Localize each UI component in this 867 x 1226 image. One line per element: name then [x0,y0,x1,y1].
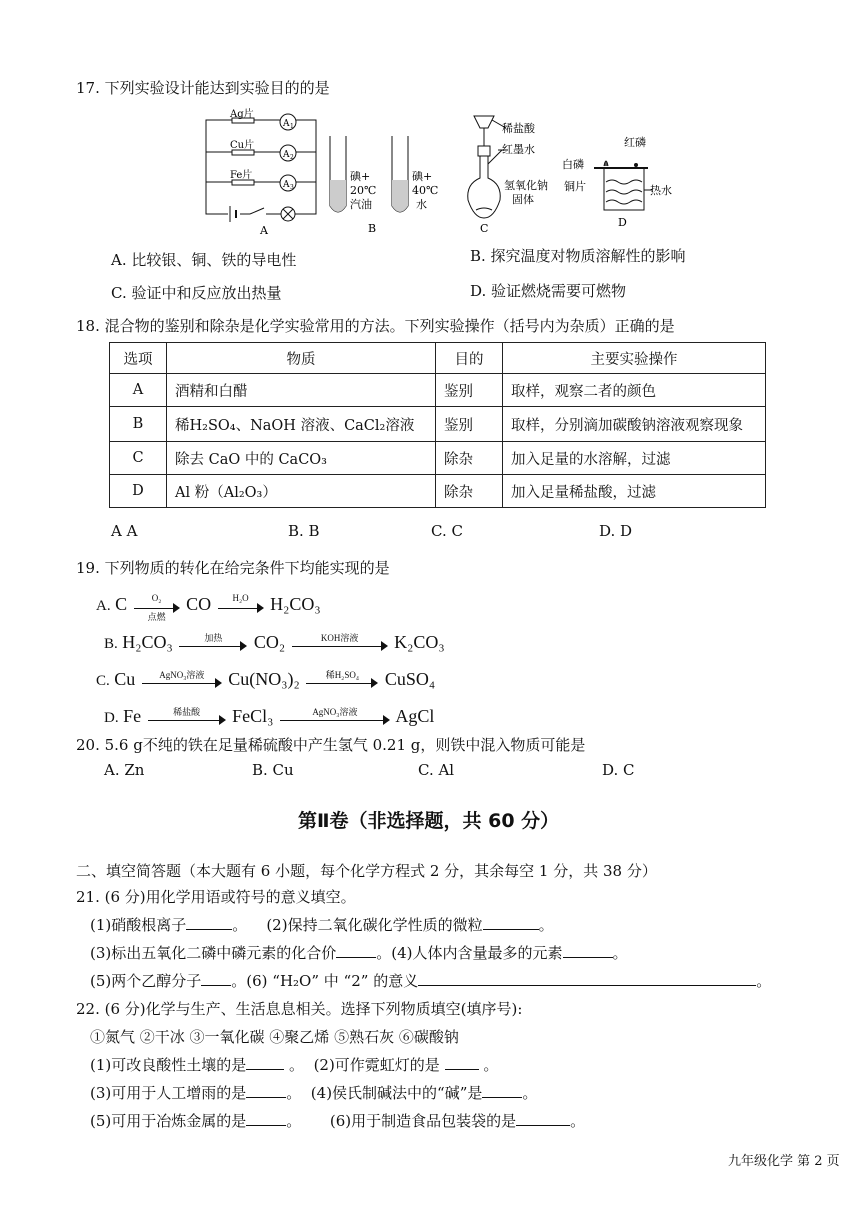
svg-text:3: 3 [290,184,294,191]
ammeter-2: A [283,150,290,160]
arrow-icon: 加热 [179,635,247,653]
fig-a-caption: A [260,224,268,236]
q17-option-d[interactable]: D. 验证燃烧需要可燃物 [470,282,627,300]
ammeter-1: A [283,119,290,129]
q18-option-d[interactable]: D. D [599,522,633,540]
q18-option-a[interactable]: A A [111,522,138,540]
fig-d-red-p-label: 红磷 [624,136,646,149]
fig-b-right-l3: 水 [416,198,427,211]
fig-b-caption: B [368,222,377,235]
q19-option-a[interactable]: A. C O₂ 点燃 CO H₂O H₂CO₃ [96,592,321,622]
ammeter-3: A [283,180,290,190]
figure-b-test-tubes [322,132,452,236]
arrow-icon: H₂O [218,597,264,615]
table-row: D Al 粉（Al₂O₃） 除杂 加入足量稀盐酸，过滤 [110,475,766,508]
arrow-icon: KOH溶液 [292,635,388,653]
svg-text:1: 1 [290,123,294,130]
fig-b-left-l1: 碘+ [350,170,371,183]
fig-d-caption: D [618,216,627,229]
fig-b-right-l2: 40℃ [412,184,439,197]
q22-line-2: (3)可用于人工增雨的是 。 (4)侯氏制碱法中的“碱”是 。 [90,1084,538,1102]
q21-line-3: (5)两个乙醇分子 。(6) “H₂O” 中 “2” 的意义 。 [90,972,772,990]
q19-option-b[interactable]: B. H₂CO₃ 加热 CO₂ KOH溶液 K₂CO₃ [104,632,445,652]
arrow-icon: 稀盐酸 [148,709,226,727]
q17-option-a[interactable]: A. 比较银、铜、铁的导电性 [111,251,297,269]
figure-a-circuit [200,106,330,236]
q22-substance-list: ①氮气 ②干冰 ③一氧化碳 ④聚乙烯 ⑤熟石灰 ⑥碳酸钠 [90,1028,459,1046]
q18-option-c[interactable]: C. C [431,522,463,540]
fig-b-left-l3: 汽油 [350,198,372,211]
table-row: B 稀H₂SO₄、NaOH 溶液、CaCl₂溶液 鉴别 取样，分别滴加碳酸钠溶液观察现象 [110,407,766,442]
table-row: C 除去 CaO 中的 CaCO₃ 除杂 加入足量的水溶解，过滤 [110,442,766,475]
q17-option-b[interactable]: B. 探究温度对物质溶解性的影响 [470,247,686,265]
fig-a-fe-label: Fe片 [230,170,253,181]
arrow-icon: AgNO₃溶液 [280,709,390,727]
section-two-heading: 二、填空简答题（本大题有 6 小题，每个化学方程式 2 分，其余每空 1 分，共 38 分） [76,862,657,880]
q17-option-c[interactable]: C. 验证中和反应放出热量 [111,284,282,302]
q17-stem: 17. 下列实验设计能达到实验目的的是 [76,79,330,97]
q18-option-b[interactable]: B. B [288,522,320,540]
fig-c-hcl-label: 稀盐酸 [502,122,535,135]
table-row: A 酒精和白醋 鉴别 取样，观察二者的颜色 [110,374,766,407]
q19-stem: 19. 下列物质的转化在给完条件下均能实现的是 [76,559,390,577]
fig-d-water-label: 热水 [650,184,672,197]
q20-option-c[interactable]: C. Al [418,761,455,779]
header-substance: 物质 [167,343,436,374]
q18-table [109,342,766,508]
fig-b-right-l1: 碘+ [412,170,433,183]
q20-option-a[interactable]: A. Zn [104,761,145,779]
page-footer: 九年级化学 第 2 页 [728,1154,840,1169]
fig-d-copper-label: 铜片 [564,180,586,193]
q21-line-1: (1)硝酸根离子 。 (2)保持二氧化碳化学性质的微粒 。 [90,916,554,934]
fig-b-left-l2: 20℃ [350,184,377,197]
arrow-icon: 稀H₂SO₄ [306,672,378,690]
fig-c-caption: C [480,222,489,235]
q20-stem: 20. 5.6 g不纯的铁在足量稀硫酸中产生氢气 0.21 g，则铁中混入物质可能是 [76,736,586,754]
part-two-title: 第Ⅱ卷（非选择题，共 60 分） [298,810,560,832]
arrow-icon: O₂ 点燃 [134,597,180,615]
q22-line-1: (1)可改良酸性土壤的是 。 (2)可作霓虹灯的是 。 [90,1056,499,1074]
q20-option-d[interactable]: D. C [602,761,635,779]
q18-stem: 18. 混合物的鉴别和除杂是化学实验常用的方法。下列实验操作（括号内为杂质）正确的是 [76,317,675,335]
table-header-row [110,343,766,374]
q19-option-d[interactable]: D. Fe 稀盐酸 FeCl₃ AgNO₃溶液 AgCl [104,706,435,726]
q21-stem: 21. (6 分)用化学用语或符号的意义填空。 [76,888,356,906]
fig-a-cu-label: Cu片 [230,140,255,151]
fig-c-ink-label: 红墨水 [502,143,535,156]
arrow-icon: AgNO₃溶液 [142,672,222,690]
figure-d-combustion [560,132,690,236]
fig-a-ag-label: Ag片 [230,109,254,120]
fig-c-naoh-label: 氢氧化钠 [504,179,548,192]
fig-d-white-p-label: 白磷 [562,158,584,171]
svg-text:2: 2 [290,154,294,161]
q22-line-3: (5)可用于冶炼金属的是 。 (6)用于制造食品包装袋的是 。 [90,1112,586,1130]
fig-c-solid-label: 固体 [512,193,534,206]
q20-option-b[interactable]: B. Cu [252,761,294,779]
q19-option-c[interactable]: C. Cu AgNO₃溶液 Cu(NO₃)₂ 稀H₂SO₄ CuSO₄ [96,669,436,689]
header-option: 选项 [110,343,167,374]
header-operation: 主要实验操作 [503,343,766,374]
header-goal: 目的 [436,343,503,374]
q21-line-2: (3)标出五氧化二磷中磷元素的化合价 。(4)人体内含量最多的元素 。 [90,944,628,962]
q22-stem: 22. (6 分)化学与生产、生活息息相关。选择下列物质填空(填序号): [76,1000,523,1018]
